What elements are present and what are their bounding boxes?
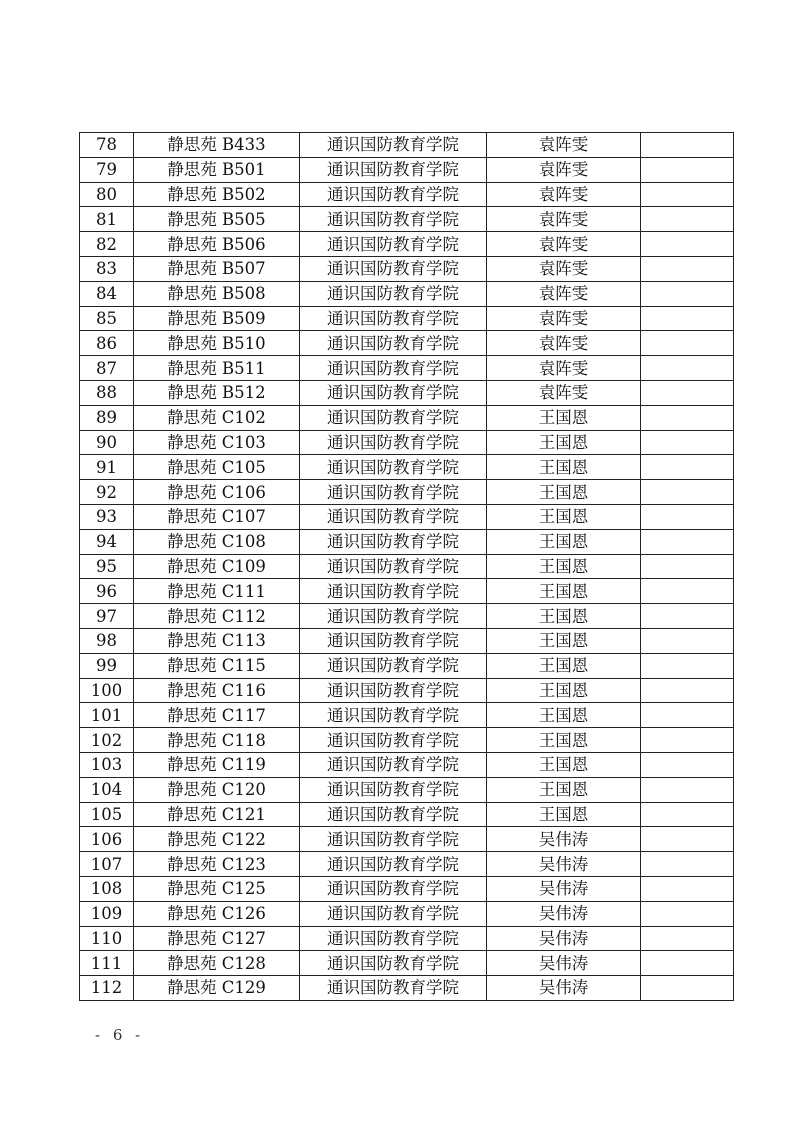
table-row <box>80 356 734 381</box>
college-cell: 通识国防教育学院 <box>300 628 487 653</box>
table-row <box>80 306 734 331</box>
room-cell: 静思苑 B509 <box>134 306 300 331</box>
row-number-cell: 78 <box>80 133 134 158</box>
row-number-cell: 108 <box>80 876 134 901</box>
row-number-cell: 97 <box>80 604 134 629</box>
row-number-cell: 80 <box>80 182 134 207</box>
table-row <box>80 628 734 653</box>
college-cell: 通识国防教育学院 <box>300 405 487 430</box>
college-cell: 通识国防教育学院 <box>300 480 487 505</box>
table-row <box>80 951 734 976</box>
row-number-cell: 91 <box>80 455 134 480</box>
staff-name-cell: 王国恩 <box>487 579 641 604</box>
room-cell: 静思苑 B506 <box>134 232 300 257</box>
staff-name-cell: 吴伟涛 <box>487 901 641 926</box>
college-cell: 通识国防教育学院 <box>300 728 487 753</box>
note-cell <box>641 529 734 554</box>
note-cell <box>641 752 734 777</box>
college-cell: 通识国防教育学院 <box>300 852 487 877</box>
note-cell <box>641 207 734 232</box>
room-cell: 静思苑 B507 <box>134 256 300 281</box>
table-row <box>80 455 734 480</box>
note-cell <box>641 331 734 356</box>
row-number-cell: 85 <box>80 306 134 331</box>
staff-name-cell: 吴伟涛 <box>487 926 641 951</box>
row-number-cell: 109 <box>80 901 134 926</box>
row-number-cell: 95 <box>80 554 134 579</box>
room-cell: 静思苑 C125 <box>134 876 300 901</box>
staff-name-cell: 袁阵雯 <box>487 256 641 281</box>
college-cell: 通识国防教育学院 <box>300 380 487 405</box>
room-cell: 静思苑 C116 <box>134 678 300 703</box>
room-cell: 静思苑 C113 <box>134 628 300 653</box>
staff-name-cell: 袁阵雯 <box>487 356 641 381</box>
note-cell <box>641 157 734 182</box>
college-cell: 通识国防教育学院 <box>300 827 487 852</box>
table-row <box>80 157 734 182</box>
staff-name-cell: 袁阵雯 <box>487 331 641 356</box>
table-row <box>80 728 734 753</box>
note-cell <box>641 405 734 430</box>
room-cell: 静思苑 C112 <box>134 604 300 629</box>
note-cell <box>641 678 734 703</box>
staff-name-cell: 吴伟涛 <box>487 951 641 976</box>
staff-name-cell: 王国恩 <box>487 504 641 529</box>
table-row <box>80 207 734 232</box>
row-number-cell: 90 <box>80 430 134 455</box>
college-cell: 通识国防教育学院 <box>300 876 487 901</box>
row-number-cell: 101 <box>80 703 134 728</box>
college-cell: 通识国防教育学院 <box>300 306 487 331</box>
note-cell <box>641 777 734 802</box>
college-cell: 通识国防教育学院 <box>300 356 487 381</box>
note-cell <box>641 628 734 653</box>
note-cell <box>641 876 734 901</box>
college-cell: 通识国防教育学院 <box>300 703 487 728</box>
row-number-cell: 84 <box>80 281 134 306</box>
row-number-cell: 98 <box>80 628 134 653</box>
row-number-cell: 111 <box>80 951 134 976</box>
row-number-cell: 96 <box>80 579 134 604</box>
room-cell: 静思苑 C126 <box>134 901 300 926</box>
note-cell <box>641 356 734 381</box>
staff-name-cell: 王国恩 <box>487 777 641 802</box>
table-row <box>80 604 734 629</box>
room-cell: 静思苑 C107 <box>134 504 300 529</box>
note-cell <box>641 281 734 306</box>
staff-name-cell: 王国恩 <box>487 480 641 505</box>
note-cell <box>641 852 734 877</box>
college-cell: 通识国防教育学院 <box>300 653 487 678</box>
room-cell: 静思苑 C109 <box>134 554 300 579</box>
table-row <box>80 504 734 529</box>
dormitory-table-body <box>80 133 734 1001</box>
room-cell: 静思苑 C115 <box>134 653 300 678</box>
table-row <box>80 133 734 158</box>
note-cell <box>641 703 734 728</box>
college-cell: 通识国防教育学院 <box>300 455 487 480</box>
room-cell: 静思苑 C123 <box>134 852 300 877</box>
staff-name-cell: 王国恩 <box>487 678 641 703</box>
note-cell <box>641 306 734 331</box>
table-row <box>80 430 734 455</box>
staff-name-cell: 王国恩 <box>487 653 641 678</box>
note-cell <box>641 926 734 951</box>
college-cell: 通识国防教育学院 <box>300 802 487 827</box>
note-cell <box>641 554 734 579</box>
row-number-cell: 112 <box>80 976 134 1001</box>
table-row <box>80 901 734 926</box>
college-cell: 通识国防教育学院 <box>300 529 487 554</box>
row-number-cell: 102 <box>80 728 134 753</box>
room-cell: 静思苑 B501 <box>134 157 300 182</box>
staff-name-cell: 袁阵雯 <box>487 380 641 405</box>
table-row <box>80 678 734 703</box>
college-cell: 通识国防教育学院 <box>300 232 487 257</box>
note-cell <box>641 827 734 852</box>
staff-name-cell: 袁阵雯 <box>487 232 641 257</box>
college-cell: 通识国防教育学院 <box>300 281 487 306</box>
row-number-cell: 89 <box>80 405 134 430</box>
staff-name-cell: 袁阵雯 <box>487 281 641 306</box>
note-cell <box>641 579 734 604</box>
college-cell: 通识国防教育学院 <box>300 157 487 182</box>
table-row <box>80 232 734 257</box>
note-cell <box>641 901 734 926</box>
room-cell: 静思苑 C117 <box>134 703 300 728</box>
row-number-cell: 87 <box>80 356 134 381</box>
table-row <box>80 752 734 777</box>
row-number-cell: 110 <box>80 926 134 951</box>
room-cell: 静思苑 B511 <box>134 356 300 381</box>
table-row <box>80 529 734 554</box>
staff-name-cell: 王国恩 <box>487 430 641 455</box>
row-number-cell: 88 <box>80 380 134 405</box>
room-cell: 静思苑 C106 <box>134 480 300 505</box>
college-cell: 通识国防教育学院 <box>300 752 487 777</box>
row-number-cell: 105 <box>80 802 134 827</box>
room-cell: 静思苑 C108 <box>134 529 300 554</box>
college-cell: 通识国防教育学院 <box>300 901 487 926</box>
note-cell <box>641 504 734 529</box>
staff-name-cell: 吴伟涛 <box>487 876 641 901</box>
staff-name-cell: 王国恩 <box>487 604 641 629</box>
room-cell: 静思苑 C120 <box>134 777 300 802</box>
table-row <box>80 331 734 356</box>
staff-name-cell: 袁阵雯 <box>487 306 641 331</box>
room-cell: 静思苑 B433 <box>134 133 300 158</box>
college-cell: 通识国防教育学院 <box>300 604 487 629</box>
room-cell: 静思苑 C111 <box>134 579 300 604</box>
college-cell: 通识国防教育学院 <box>300 504 487 529</box>
row-number-cell: 104 <box>80 777 134 802</box>
note-cell <box>641 133 734 158</box>
row-number-cell: 86 <box>80 331 134 356</box>
note-cell <box>641 604 734 629</box>
table-row <box>80 827 734 852</box>
staff-name-cell: 王国恩 <box>487 752 641 777</box>
row-number-cell: 94 <box>80 529 134 554</box>
row-number-cell: 82 <box>80 232 134 257</box>
row-number-cell: 79 <box>80 157 134 182</box>
college-cell: 通识国防教育学院 <box>300 976 487 1001</box>
dormitory-table <box>79 132 734 1001</box>
staff-name-cell: 王国恩 <box>487 405 641 430</box>
staff-name-cell: 袁阵雯 <box>487 157 641 182</box>
staff-name-cell: 王国恩 <box>487 728 641 753</box>
row-number-cell: 83 <box>80 256 134 281</box>
note-cell <box>641 976 734 1001</box>
staff-name-cell: 袁阵雯 <box>487 182 641 207</box>
room-cell: 静思苑 C122 <box>134 827 300 852</box>
room-cell: 静思苑 C121 <box>134 802 300 827</box>
table-row <box>80 852 734 877</box>
table-row <box>80 281 734 306</box>
table-row <box>80 480 734 505</box>
row-number-cell: 103 <box>80 752 134 777</box>
page-number: - 6 - <box>95 1026 145 1044</box>
staff-name-cell: 吴伟涛 <box>487 827 641 852</box>
table-row <box>80 182 734 207</box>
room-cell: 静思苑 C118 <box>134 728 300 753</box>
row-number-cell: 106 <box>80 827 134 852</box>
staff-name-cell: 吴伟涛 <box>487 852 641 877</box>
college-cell: 通识国防教育学院 <box>300 331 487 356</box>
note-cell <box>641 728 734 753</box>
table-row <box>80 926 734 951</box>
room-cell: 静思苑 B502 <box>134 182 300 207</box>
staff-name-cell: 袁阵雯 <box>487 133 641 158</box>
staff-name-cell: 袁阵雯 <box>487 207 641 232</box>
table-row <box>80 976 734 1001</box>
room-cell: 静思苑 C103 <box>134 430 300 455</box>
row-number-cell: 100 <box>80 678 134 703</box>
table-row <box>80 405 734 430</box>
room-cell: 静思苑 B510 <box>134 331 300 356</box>
table-row <box>80 653 734 678</box>
table-row <box>80 777 734 802</box>
row-number-cell: 107 <box>80 852 134 877</box>
row-number-cell: 92 <box>80 480 134 505</box>
note-cell <box>641 951 734 976</box>
row-number-cell: 81 <box>80 207 134 232</box>
college-cell: 通识国防教育学院 <box>300 678 487 703</box>
room-cell: 静思苑 B512 <box>134 380 300 405</box>
college-cell: 通识国防教育学院 <box>300 926 487 951</box>
table-row <box>80 256 734 281</box>
staff-name-cell: 王国恩 <box>487 802 641 827</box>
room-cell: 静思苑 C102 <box>134 405 300 430</box>
table-row <box>80 579 734 604</box>
note-cell <box>641 380 734 405</box>
college-cell: 通识国防教育学院 <box>300 430 487 455</box>
row-number-cell: 93 <box>80 504 134 529</box>
note-cell <box>641 430 734 455</box>
staff-name-cell: 王国恩 <box>487 628 641 653</box>
college-cell: 通识国防教育学院 <box>300 951 487 976</box>
note-cell <box>641 455 734 480</box>
table-row <box>80 876 734 901</box>
note-cell <box>641 256 734 281</box>
room-cell: 静思苑 B505 <box>134 207 300 232</box>
staff-name-cell: 吴伟涛 <box>487 976 641 1001</box>
college-cell: 通识国防教育学院 <box>300 554 487 579</box>
college-cell: 通识国防教育学院 <box>300 579 487 604</box>
staff-name-cell: 王国恩 <box>487 529 641 554</box>
college-cell: 通识国防教育学院 <box>300 777 487 802</box>
room-cell: 静思苑 C129 <box>134 976 300 1001</box>
note-cell <box>641 232 734 257</box>
college-cell: 通识国防教育学院 <box>300 256 487 281</box>
college-cell: 通识国防教育学院 <box>300 182 487 207</box>
staff-name-cell: 王国恩 <box>487 554 641 579</box>
room-cell: 静思苑 C128 <box>134 951 300 976</box>
room-cell: 静思苑 C119 <box>134 752 300 777</box>
staff-name-cell: 王国恩 <box>487 455 641 480</box>
college-cell: 通识国防教育学院 <box>300 133 487 158</box>
note-cell <box>641 182 734 207</box>
room-cell: 静思苑 C127 <box>134 926 300 951</box>
room-cell: 静思苑 C105 <box>134 455 300 480</box>
room-cell: 静思苑 B508 <box>134 281 300 306</box>
table-row <box>80 380 734 405</box>
college-cell: 通识国防教育学院 <box>300 207 487 232</box>
table-row <box>80 802 734 827</box>
note-cell <box>641 480 734 505</box>
staff-name-cell: 王国恩 <box>487 703 641 728</box>
row-number-cell: 99 <box>80 653 134 678</box>
note-cell <box>641 802 734 827</box>
table-row <box>80 703 734 728</box>
table-row <box>80 554 734 579</box>
note-cell <box>641 653 734 678</box>
